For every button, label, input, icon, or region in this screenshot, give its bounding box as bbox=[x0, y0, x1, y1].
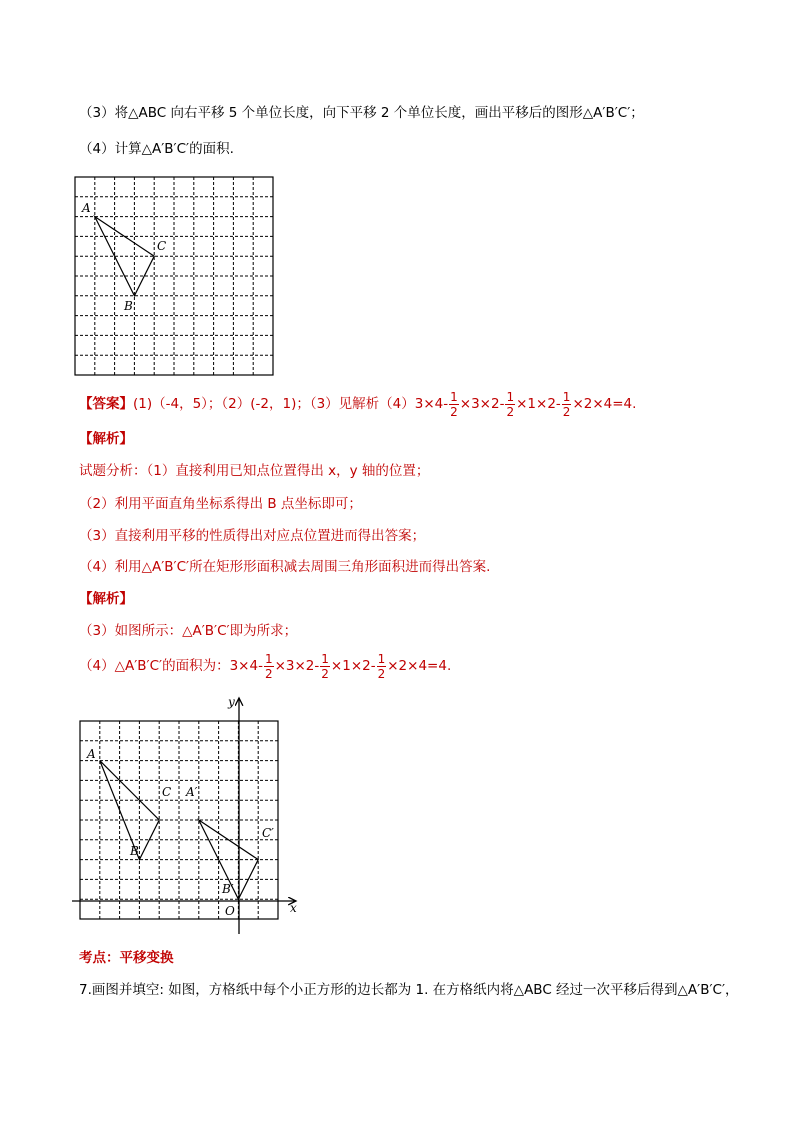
kaodian-label: 考点：平移变换 bbox=[79, 950, 174, 966]
figure-1-gridlines bbox=[75, 177, 273, 375]
label-c: C bbox=[157, 239, 167, 253]
analysis-line-4: （4）利用△A′B′C′所在矩形形面积减去周围三角形面积进而得出答案. bbox=[79, 559, 491, 575]
analysis-line-3: （3）直接利用平移的性质得出对应点位置进而得出答案； bbox=[79, 528, 426, 544]
label-c-prime: C′ bbox=[262, 826, 274, 840]
analysis-tag-2: 【解析】 bbox=[79, 591, 133, 607]
figure-2-coordinate-grid bbox=[60, 690, 320, 940]
label-b: B bbox=[124, 299, 133, 313]
solution-area-text: （4）△A′B′C′的面积为：3×4- bbox=[79, 658, 263, 674]
label-a: A bbox=[87, 747, 96, 761]
fraction-half: $\frac{1}{2}$ bbox=[264, 651, 273, 681]
label-c: C bbox=[162, 785, 172, 799]
fraction-half: $\frac{1}{2}$ bbox=[377, 651, 386, 681]
question-part-4: （4）计算△A′B′C′的面积. bbox=[79, 141, 234, 157]
fraction-half: $\frac{1}{2}$ bbox=[450, 389, 458, 419]
answer-seg2: ×1×2- bbox=[516, 396, 561, 412]
label-b-prime: B′ bbox=[222, 882, 234, 896]
figure-2-gridlines bbox=[80, 721, 278, 919]
figure-2-frame bbox=[80, 721, 278, 919]
analysis-tag-1: 【解析】 bbox=[79, 431, 133, 447]
figure-1-frame bbox=[75, 177, 273, 375]
analysis-line-2: （2）利用平面直角坐标系得出 B 点坐标即可； bbox=[79, 496, 362, 512]
label-x: x bbox=[290, 901, 297, 915]
solution-seg2: ×1×2- bbox=[330, 658, 376, 674]
question-7: 7.画图并填空: 如图，方格纸中每个小正方形的边长都为 1. 在方格纸内将△ABC 经过一次平移后得到△A′B′C′， bbox=[79, 982, 739, 998]
label-origin: O bbox=[225, 904, 235, 918]
question-part-3: （3）将△ABC 向右平移 5 个单位长度，向下平移 2 个单位长度，画出平移后的图形△A′B′C′； bbox=[79, 105, 644, 121]
answer-seg3: ×2×4=4. bbox=[572, 396, 637, 412]
answer-text: (1)（-4，5）；（2）(-2，1)；（3）见解析（4）3×4- bbox=[133, 396, 449, 412]
solution-line-4 bbox=[79, 650, 451, 682]
answer-tag: 【答案】 bbox=[79, 396, 133, 412]
label-y: y bbox=[228, 695, 235, 709]
label-a: A bbox=[82, 201, 91, 215]
label-b: B bbox=[130, 844, 139, 858]
fraction-half: $\frac{1}{2}$ bbox=[321, 651, 329, 681]
answer-seg1: ×3×2- bbox=[459, 396, 505, 412]
analysis-line-1: 试题分析：（1）直接利用已知点位置得出 x，y 轴的位置； bbox=[79, 463, 430, 479]
answer-line bbox=[79, 388, 636, 420]
solution-line-3: （3）如图所示：△A′B′C′即为所求； bbox=[79, 623, 298, 639]
solution-seg3: ×2×4=4. bbox=[387, 658, 452, 674]
label-a-prime: A′ bbox=[186, 785, 198, 799]
fraction-half: $\frac{1}{2}$ bbox=[506, 389, 515, 419]
solution-seg1: ×3×2- bbox=[274, 658, 320, 674]
fraction-half: $\frac{1}{2}$ bbox=[562, 389, 571, 419]
figure-1-grid bbox=[60, 170, 290, 380]
